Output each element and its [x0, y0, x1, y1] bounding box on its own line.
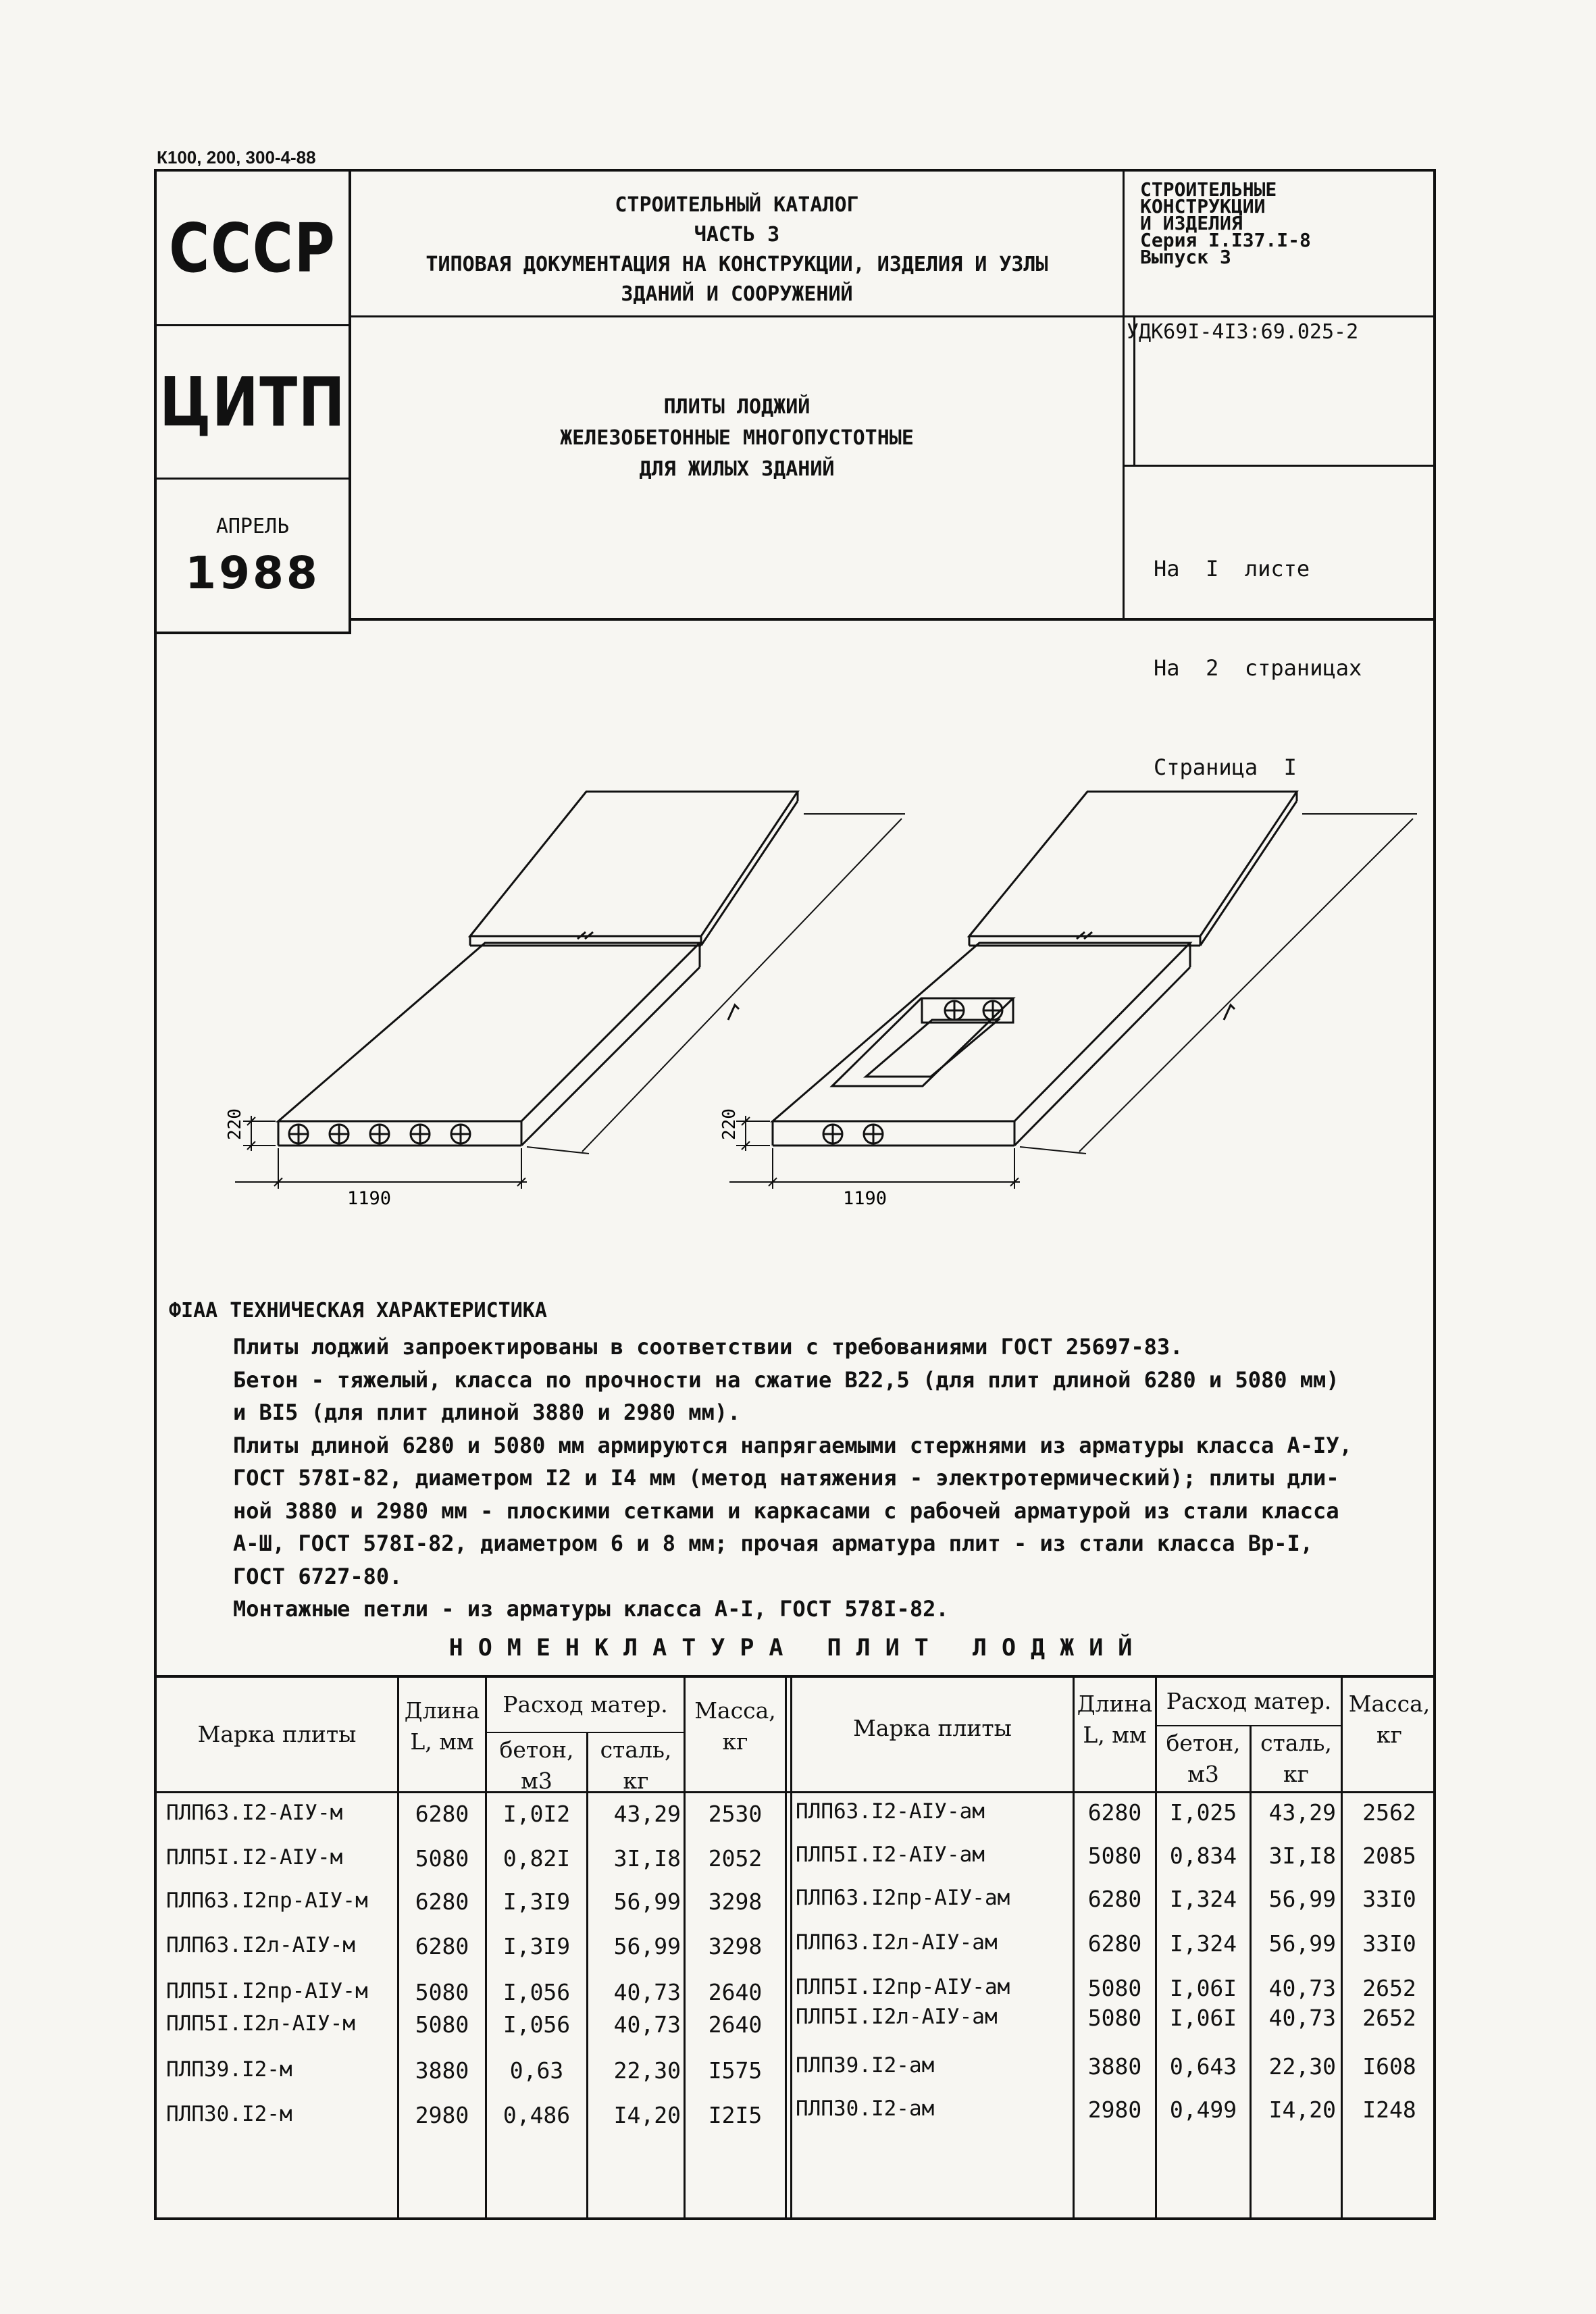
date-cell — [157, 480, 349, 632]
height-dim-left: 220 — [225, 1108, 245, 1140]
th-consumption-right: Расход матер. — [1166, 1688, 1332, 1714]
document-code: К100, 200, 300-4-88 — [157, 147, 316, 168]
th-mass-right: Масса, кг — [1348, 1691, 1431, 1748]
catalog-title: СТРОИТЕЛЬНЫЙ КАТАЛОГ ЧАСТЬ 3 ТИПОВАЯ ДОКУМЕНТАЦИЯ НА КОНСТРУКЦИИ, ИЗДЕЛИЯ И УЗЛЫ ЗДАНИЙ И СООРУЖЕНИЙ — [426, 193, 1048, 306]
product-title: ПЛИТЫ ЛОДЖИЙ ЖЕЛЕЗОБЕТОННЫЕ МНОГОПУСТОТНЫЕ ДЛЯ ЖИЛЫХ ЗДАНИЙ — [560, 395, 914, 481]
technical-text: Плиты лоджий запроектированы в соответствии с требованиями ГОСТ 25697-83. Бетон - тяжелый, класса по прочности на сжатие B22,5 (для плит длиной 6280 и 5080 мм) и BI5 (для плит длиной 3880 и 2980 мм). Плиты длиной 6280 и 5080 мм армируются напрягаемыми стержнями из арматуры класса А-IУ, ГОСТ 578I-82, диаметром I2 и I4 мм (метод натяжения - электротермический); плиты дли- ной 3880 и 2980 мм - плоскими сетками и каркасами с рабочей арматурой из стали класса А-Ш, ГОСТ 578I-82, диаметром 6 и 8 мм; прочая арматура плит - из стали класса Вр-I, ГОСТ 6727-80. Монтажные петли - из арматуры класса А-I, ГОСТ 578I-82. — [233, 1334, 1352, 1622]
udk-code: УДК69I-4I3:69.025-2 — [1127, 320, 1359, 344]
section-block: СТРОИТЕЛЬНЫЕ КОНСТРУКЦИИ И ИЗДЕЛИЯ Серия I.I37.I-8 Выпуск 3 — [1140, 178, 1311, 268]
th-steel-right: сталь, кг — [1260, 1730, 1332, 1787]
height-dim-right: 220 — [719, 1108, 740, 1140]
th-concrete-left: бетон, м3 — [499, 1737, 574, 1794]
slab-drawings — [0, 743, 1596, 1229]
th-steel-left: сталь, кг — [600, 1737, 672, 1794]
slab-right-drawing — [729, 792, 1417, 1189]
country-label: СССР — [169, 208, 336, 288]
technical-heading: ФIАА ТЕХНИЧЕСКАЯ ХАРАКТЕРИСТИКА — [169, 1299, 547, 1322]
width-dim-right: 1190 — [843, 1188, 887, 1209]
org-cell — [157, 326, 349, 478]
month-label: АПРЕЛЬ — [215, 515, 290, 538]
th-length-left: Длина L, мм — [404, 1697, 480, 1755]
th-mark-left: Марка плиты — [197, 1721, 357, 1747]
length-label-right: L — [1224, 1004, 1235, 1026]
th-mark-right: Марка плиты — [853, 1715, 1012, 1741]
th-mass-left: Масса, кг — [694, 1697, 776, 1755]
sheet-info: На I листе На 2 страницах Страница I — [1154, 556, 1362, 780]
country-cell — [157, 172, 349, 324]
th-concrete-right: бетон, м3 — [1166, 1730, 1241, 1787]
org-label: ЦИТП — [159, 362, 346, 442]
th-consumption-left: Расход матер. — [503, 1691, 668, 1718]
slab-left-drawing — [235, 792, 905, 1189]
width-dim-left: 1190 — [347, 1188, 392, 1209]
length-label-left: L — [728, 1004, 740, 1026]
th-length-right: Длина L, мм — [1077, 1691, 1153, 1748]
year-label: 1988 — [185, 547, 320, 599]
nomenclature-title: НОМЕНКЛАТУРА ПЛИТ ЛОДЖИЙ — [448, 1635, 1148, 1662]
